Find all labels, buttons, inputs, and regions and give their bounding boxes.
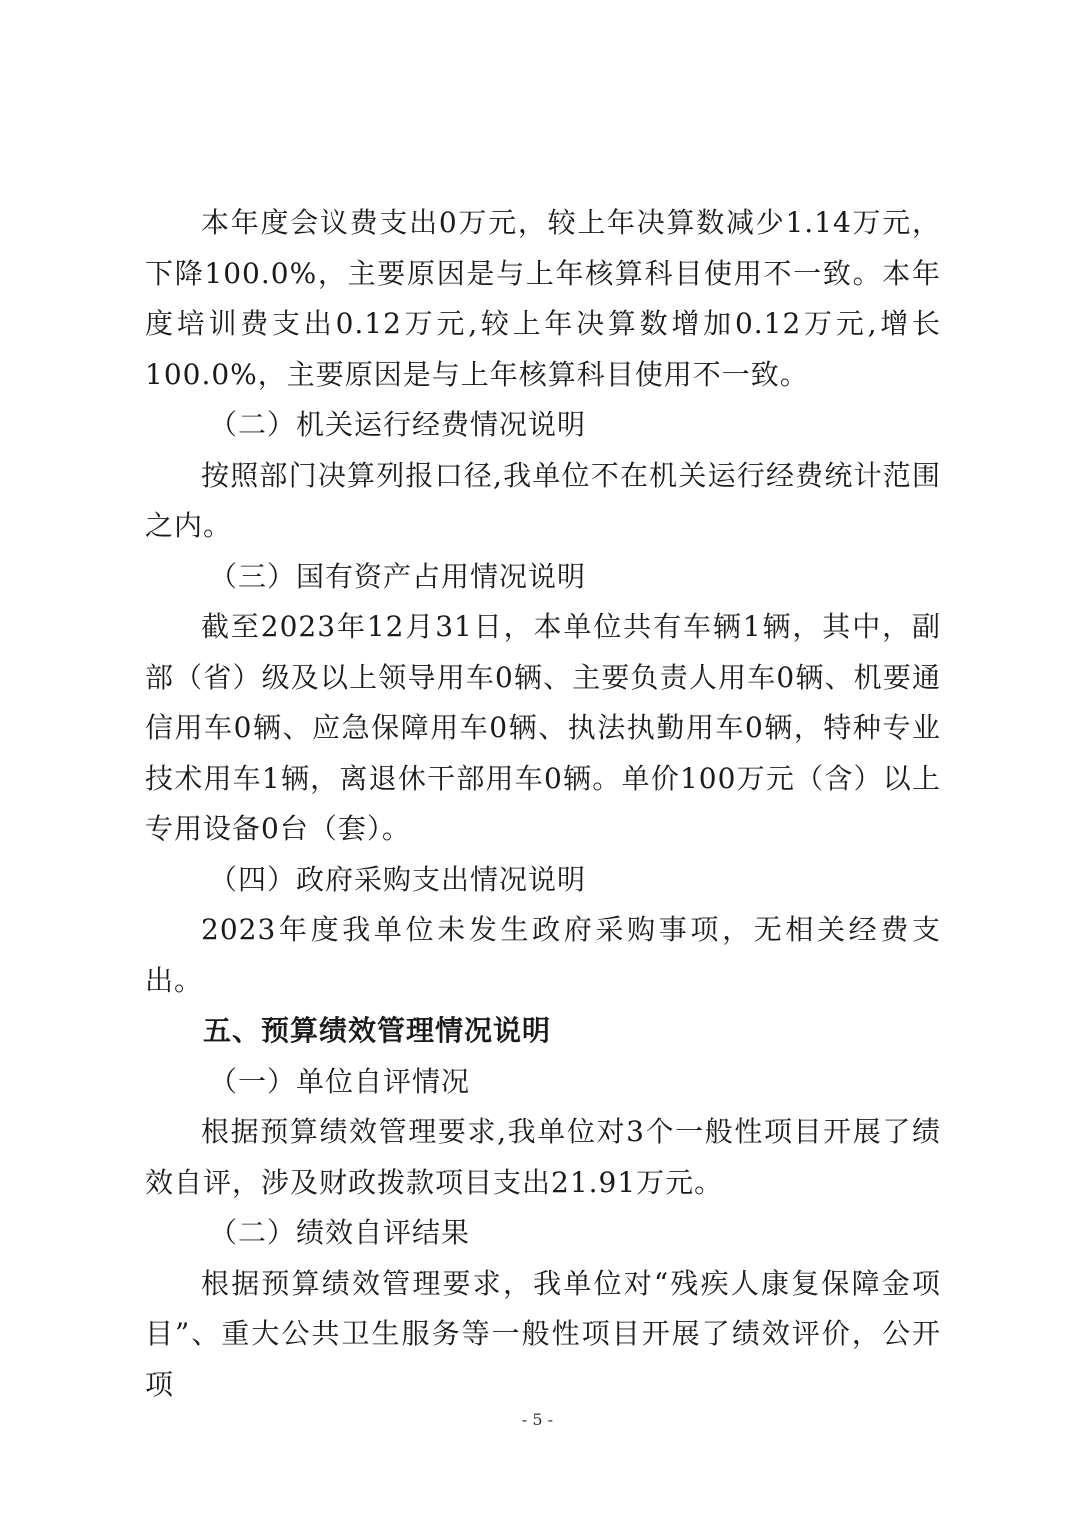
heading-evaluation-results: （二）绩效自评结果: [209, 1216, 471, 1249]
paragraph-evaluation-results: 根据预算绩效管理要求，我单位对“残疾人康复保障金项目”、重大公共卫生服务等一般性项目开展了绩效评价，公开项: [145, 1266, 941, 1401]
paragraph-government-procurement: 2023年度我单位未发生政府采购事项，无相关经费支出。: [145, 913, 941, 997]
heading-state-assets: （三）国有资产占用情况说明: [209, 559, 587, 593]
heading-self-evaluation: （一）单位自评情况: [209, 1064, 471, 1098]
paragraph-meeting-training-fees: 本年度会议费支出0万元，较上年决算数减少1.14万元，下降100.0%，主要原因是与上年核算科目使用不一致。本年度培训费支出0.12万元,较上年决算数增加0.12万元,增长100.0%，主要原因是与上年核算科目使用不一致。: [145, 206, 941, 391]
paragraph-self-evaluation: 根据预算绩效管理要求,我单位对3个一般性项目开展了绩效自评，涉及财政拨款项目支出21.91万元。: [145, 1115, 941, 1199]
section-title-performance: 五、预算绩效管理情况说明: [203, 1014, 552, 1047]
document-body: [145, 198, 941, 1410]
paragraph-operating-expenses: 按照部门决算列报口径,我单位不在机关运行经费统计范围之内。: [145, 458, 941, 542]
page-number: - 5 -: [521, 1410, 554, 1429]
paragraph-state-assets: 截至2023年12月31日，本单位共有车辆1辆，其中，副部（省）级及以上领导用车0辆、主要负责人用车0辆、机要通信用车0辆、应急保障用车0辆、执法执勤用车0辆，特种专业技术用车1辆，离退休干部用车0辆。单价100万元（含）以上专用设备0台（套）。: [145, 610, 941, 845]
heading-operating-expenses: （二）机关运行经费情况说明: [209, 408, 587, 441]
heading-government-procurement: （四）政府采购支出情况说明: [209, 862, 587, 896]
